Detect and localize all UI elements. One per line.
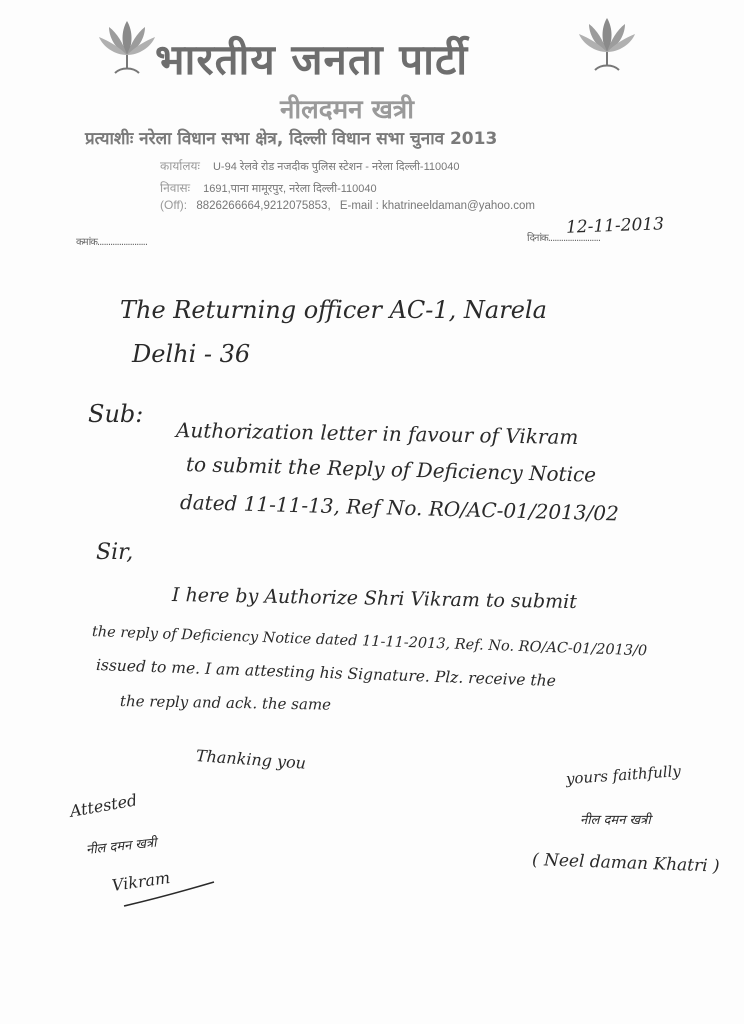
subject-line-3: dated 11-11-13, Ref No. RO/AC-01/2013/02 xyxy=(179,490,620,526)
body-line-2: the reply of Deficiency Notice dated 11-11-2013, Ref. No. RO/AC-01/2013/0 xyxy=(91,624,648,660)
office-address: U-94 रेलवे रोड नजदीक पुलिस स्टेशन - नरेला दिल्ली-110040 xyxy=(212,161,460,173)
subject-line-1: Authorization letter in favour of Vikram xyxy=(175,418,579,450)
residence-address-line xyxy=(160,179,377,196)
attested-underline xyxy=(120,872,220,912)
signer-name: ( Neel daman Khatri ) xyxy=(531,850,720,877)
reference-number-field: कमांक....................... xyxy=(76,237,148,248)
recipient-line-2: Delhi - 36 xyxy=(132,340,251,368)
candidate-constituency: प्रत्याशीः नरेला विधान सभा क्षेत्र, दिल्ली विधान सभा चुनाव 2013 xyxy=(85,129,498,149)
phone-numbers: 8826266664,9212075853, xyxy=(196,200,331,212)
phone-label: (Off): xyxy=(160,198,188,212)
residence-address: 1691,पाना मामूरपुर, नरेला दिल्ली-110040 xyxy=(203,183,377,195)
email-address: E-mail : khatrineeldaman@yahoo.com xyxy=(339,200,535,212)
party-name: भारतीय जनता पार्टी xyxy=(155,35,469,84)
letter-date: 12-11-2013 xyxy=(565,214,665,238)
signature-hindi: नील दमन खत्री xyxy=(580,813,651,828)
body-line-1: I here by Authorize Shri Vikram to submit xyxy=(171,584,578,614)
attested-signature: Vikram xyxy=(110,867,172,895)
contact-line xyxy=(160,198,535,212)
lotus-icon xyxy=(96,15,158,77)
office-label: कार्यालयः xyxy=(160,159,200,173)
body-line-4: the reply and ack. the same xyxy=(119,692,332,714)
lotus-icon xyxy=(576,12,638,74)
office-address-line xyxy=(160,157,459,174)
closing-line: yours faithfully xyxy=(565,761,682,788)
date-field: दिनांक........................ xyxy=(527,233,601,244)
recipient-line-1: The Returning officer AC-1, Narela xyxy=(120,296,547,324)
thanking-line: Thanking you xyxy=(195,746,307,773)
salutation: Sir, xyxy=(96,540,134,565)
body-line-3: issued to me. I am attesting his Signature. Plz. receive the xyxy=(95,656,557,691)
residence-label: निवासः xyxy=(160,181,191,195)
attested-label: Attested xyxy=(68,790,139,821)
subject-label: Sub: xyxy=(88,400,144,428)
candidate-name: नीलदमन खत्री xyxy=(280,95,414,125)
subject-line-2: to submit the Reply of Deficiency Notice xyxy=(185,452,597,487)
attested-hindi: नील दमन खत्री xyxy=(85,835,158,858)
